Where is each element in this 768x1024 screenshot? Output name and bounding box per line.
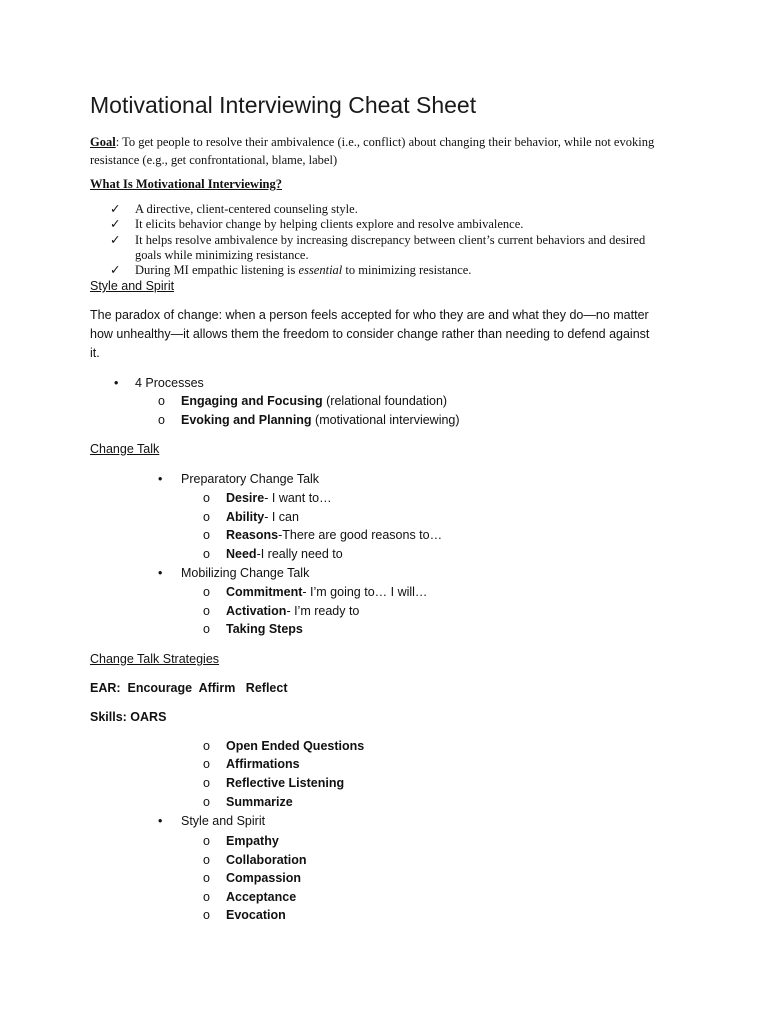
preparatory-item-3-rest: -There are good reasons to… xyxy=(278,528,443,542)
preparatory-item-2-rest: - I can xyxy=(264,510,299,524)
circle-bullet-icon: o xyxy=(203,604,210,618)
style-item-3: Compassion xyxy=(226,871,302,885)
preparatory-item-2 xyxy=(226,508,299,526)
item-4-text-b: to minimizing resistance. xyxy=(342,263,472,277)
preparatory-item-3 xyxy=(226,526,442,544)
circle-bullet-icon: o xyxy=(203,491,210,505)
circle-bullet-icon: o xyxy=(203,585,210,599)
mobilizing-item-1-bold: Commitment xyxy=(226,585,303,599)
preparatory-item-4 xyxy=(226,545,343,563)
circle-bullet-icon: o xyxy=(203,547,210,561)
circle-bullet-icon: o xyxy=(203,795,210,809)
bullet-icon: • xyxy=(158,566,163,580)
check-icon: ✓ xyxy=(110,217,121,231)
preparatory-item-4-rest: -I really need to xyxy=(256,547,343,561)
check-icon: ✓ xyxy=(110,233,121,247)
processes-label: 4 Processes xyxy=(135,376,204,390)
style-item-2: Collaboration xyxy=(226,853,307,867)
process-item-2 xyxy=(181,411,460,429)
bullet-icon: • xyxy=(114,376,119,390)
check-icon: ✓ xyxy=(110,263,121,277)
check-icon: ✓ xyxy=(110,202,121,216)
item-4-text-a: During MI empathic listening is xyxy=(135,263,299,277)
what-is-item-2: It elicits behavior change by helping clients explore and resolve ambivalence. xyxy=(135,217,524,231)
circle-bullet-icon: o xyxy=(203,853,210,867)
circle-bullet-icon: o xyxy=(158,413,165,427)
oars-item-3: Reflective Listening xyxy=(226,776,345,790)
circle-bullet-icon: o xyxy=(203,834,210,848)
process-item-2-bold: Evoking and Planning xyxy=(181,413,312,427)
preparatory-item-2-bold: Ability xyxy=(226,510,265,524)
oars-item-2: Affirmations xyxy=(226,757,300,771)
mobilizing-label: Mobilizing Change Talk xyxy=(181,566,310,580)
style-spirit-label: Style and Spirit xyxy=(181,814,266,828)
mobilizing-item-1-rest: - I’m going to… I will… xyxy=(302,585,428,599)
ear-line: EAR: Encourage Affirm Reflect xyxy=(90,681,288,695)
oars-item-4: Summarize xyxy=(226,795,293,809)
circle-bullet-icon: o xyxy=(203,622,210,636)
what-is-item-1: A directive, client-centered counseling style. xyxy=(135,202,358,216)
mobilizing-item-2-rest: - I’m ready to xyxy=(286,604,360,618)
what-is-heading: What Is Motivational Interviewing? xyxy=(90,177,283,191)
style-item-4: Acceptance xyxy=(226,890,297,904)
skills-line: Skills: OARS xyxy=(90,710,167,724)
oars-item-1: Open Ended Questions xyxy=(226,739,365,753)
mobilizing-item-2-bold: Activation xyxy=(226,604,287,618)
paradox-line-1: The paradox of change: when a person feels accepted for who they are and what they do—no matter xyxy=(90,308,649,322)
what-is-item-3: It helps resolve ambivalence by increasing discrepancy between client’s current behaviors and desired xyxy=(135,233,646,247)
change-talk-heading: Change Talk xyxy=(90,442,160,456)
paradox-line-3: it. xyxy=(90,346,100,360)
goal-label: Goal xyxy=(90,135,116,149)
circle-bullet-icon: o xyxy=(158,394,165,408)
preparatory-item-1-rest: - I want to… xyxy=(264,491,332,505)
circle-bullet-icon: o xyxy=(203,510,210,524)
circle-bullet-icon: o xyxy=(203,908,210,922)
process-item-2-rest: (motivational interviewing) xyxy=(311,413,460,427)
preparatory-item-3-bold: Reasons xyxy=(226,528,279,542)
mobilizing-item-1 xyxy=(226,583,427,601)
page-title: Motivational Interviewing Cheat Sheet xyxy=(90,92,477,118)
mobilizing-item-2 xyxy=(226,602,359,620)
circle-bullet-icon: o xyxy=(203,776,210,790)
preparatory-item-1-bold: Desire xyxy=(226,491,265,505)
mobilizing-item-3-bold: Taking Steps xyxy=(226,622,303,636)
circle-bullet-icon: o xyxy=(203,528,210,542)
style-spirit-heading: Style and Spirit xyxy=(90,279,175,293)
process-item-1-bold: Engaging and Focusing xyxy=(181,394,323,408)
circle-bullet-icon: o xyxy=(203,871,210,885)
strategies-heading: Change Talk Strategies xyxy=(90,652,220,666)
bullet-icon: • xyxy=(158,472,163,486)
paradox-line-2: how unhealthy—it allows them the freedom to consider change rather than needing to defend against xyxy=(90,327,650,341)
mobilizing-item-3 xyxy=(226,620,303,638)
what-is-item-4 xyxy=(135,262,471,278)
process-item-1 xyxy=(181,392,447,410)
preparatory-item-1 xyxy=(226,489,332,507)
preparatory-item-4-bold: Need xyxy=(226,547,257,561)
style-item-1: Empathy xyxy=(226,834,279,848)
bullet-icon: • xyxy=(158,814,163,828)
preparatory-label: Preparatory Change Talk xyxy=(181,472,320,486)
style-item-5: Evocation xyxy=(226,908,286,922)
process-item-1-rest: (relational foundation) xyxy=(322,394,448,408)
item-4-emphasis: essential xyxy=(298,263,343,277)
circle-bullet-icon: o xyxy=(203,739,210,753)
circle-bullet-icon: o xyxy=(203,757,210,771)
goal-text: : To get people to resolve their ambivalence (i.e., conflict) about changing their behavior, while not evoking resistance (e.g., get confrontational, blame, label) xyxy=(90,135,655,167)
goal-paragraph xyxy=(90,133,680,169)
circle-bullet-icon: o xyxy=(203,890,210,904)
what-is-item-3-cont: goals while minimizing resistance. xyxy=(135,248,309,262)
